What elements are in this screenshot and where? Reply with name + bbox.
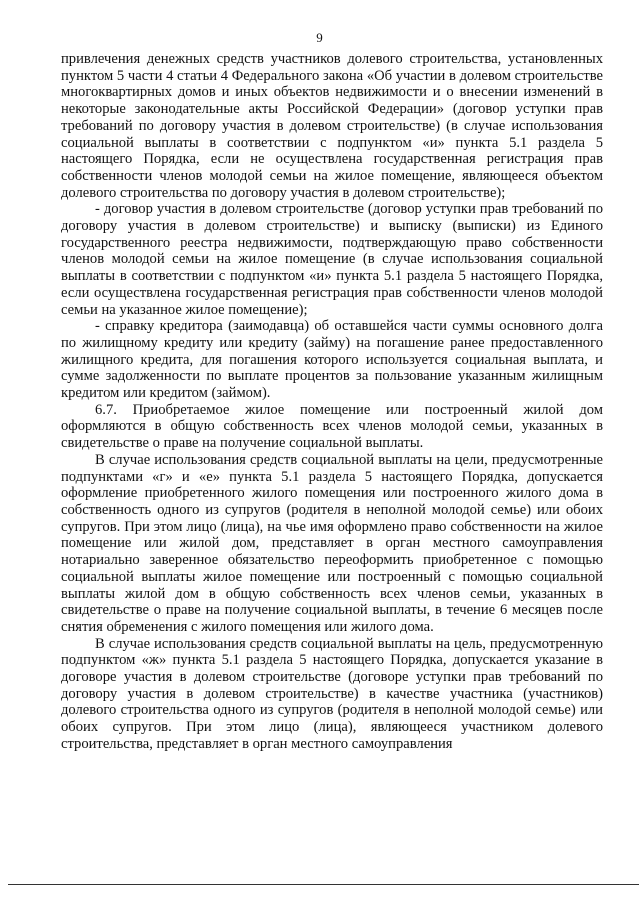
paragraph-ownership-zh: В случае использования средств социальной выплаты на цель, предусмотренную подпунктом «ж» пункта 5.1 раздела 5 настоящего Порядка, допускается указание в договоре участия в долевом строительстве (договоре уступки прав требований по договору участия в долевом строительстве) в качестве участника (участников) долевого строительства одного из супругов (родителя в неполной молодой семье) или обоих супругов. При этом лицо (лица), являющееся участником долевого строительства, представляет в орган местного самоуправления xyxy=(61,635,603,752)
paragraph-creditor-certificate-item: - справку кредитора (заимодавца) об оставшейся части суммы основного долга по жилищному кредиту или кредиту (займу) на погашение ранее предоставленного жилищного кредита, для погашения которого используется социальная выплата, и сумме задолженности по выплате процентов за пользование указанным жилищным кредитом или кредитом (займом). xyxy=(61,318,603,402)
page-number: 9 xyxy=(316,30,323,45)
paragraph-6-7: 6.7. Приобретаемое жилое помещение или построенный жилой дом оформляются в общую собственность всех членов молодой семьи, указанных в свидетельстве о праве на получение социальной выплаты. xyxy=(61,401,603,452)
paragraph-continuation: привлечения денежных средств участников долевого строительства, установленных пунктом 5 части 4 статьи 4 Федерального закона «Об участии в долевом строительстве многоквартирных домов и иных объектов недвижимости и о внесении изменений в некоторые законодательные акты Российской Федерации» (договор уступки прав требований по договору участия в долевом строительстве) (в случае использования социальной выплаты в соответствии с подпунктом «и» пункта 5.1 раздела 5 настоящего Порядка, если не осуществлена государственная регистрация прав собственности членов молодой семьи на жилое помещение, являющееся объектом долевого строительства по договору участия в долевом строительстве); xyxy=(61,51,603,201)
paragraph-ownership-g-e: В случае использования средств социальной выплаты на цели, предусмотренные подпунктами «г» и «е» пункта 5.1 раздела 5 настоящего Порядка, допускается оформление приобретенного жилого помещения или построенного жилого дома в собственность одного из супругов (родителя в неполной молодой семье) или обоих супругов. При этом лицо (лица), на чье имя оформлено право собственности на жилое помещение или жилой дом, представляет в орган местного самоуправления нотариально заверенное обязательство переоформить приобретенное с помощью социальной выплаты жилое помещение или построенный с помощью социальной выплаты жилой дом в общую собственность всех членов семьи, указанных в свидетельстве о праве на получение социальной выплаты, в течение 6 месяцев после снятия обременения с жилого помещения или жилого дома. xyxy=(61,451,603,635)
paragraph-contract-item: - договор участия в долевом строительстве (договор уступки прав требований по договору участия в долевом строительстве) и выписку (выписки) из Единого государственного реестра недвижимости, подтверждающую право собственности членов молодой семьи на жилое помещение (в случае использования социальной выплаты в соответствии с подпунктом «и» пункта 5.1 раздела 5 настоящего Порядка, если осуществлена государственная регистрация прав собственности членов молодой семьи на указанное жилое помещение); xyxy=(61,201,603,318)
bottom-divider xyxy=(8,884,639,885)
document-body xyxy=(61,51,603,753)
